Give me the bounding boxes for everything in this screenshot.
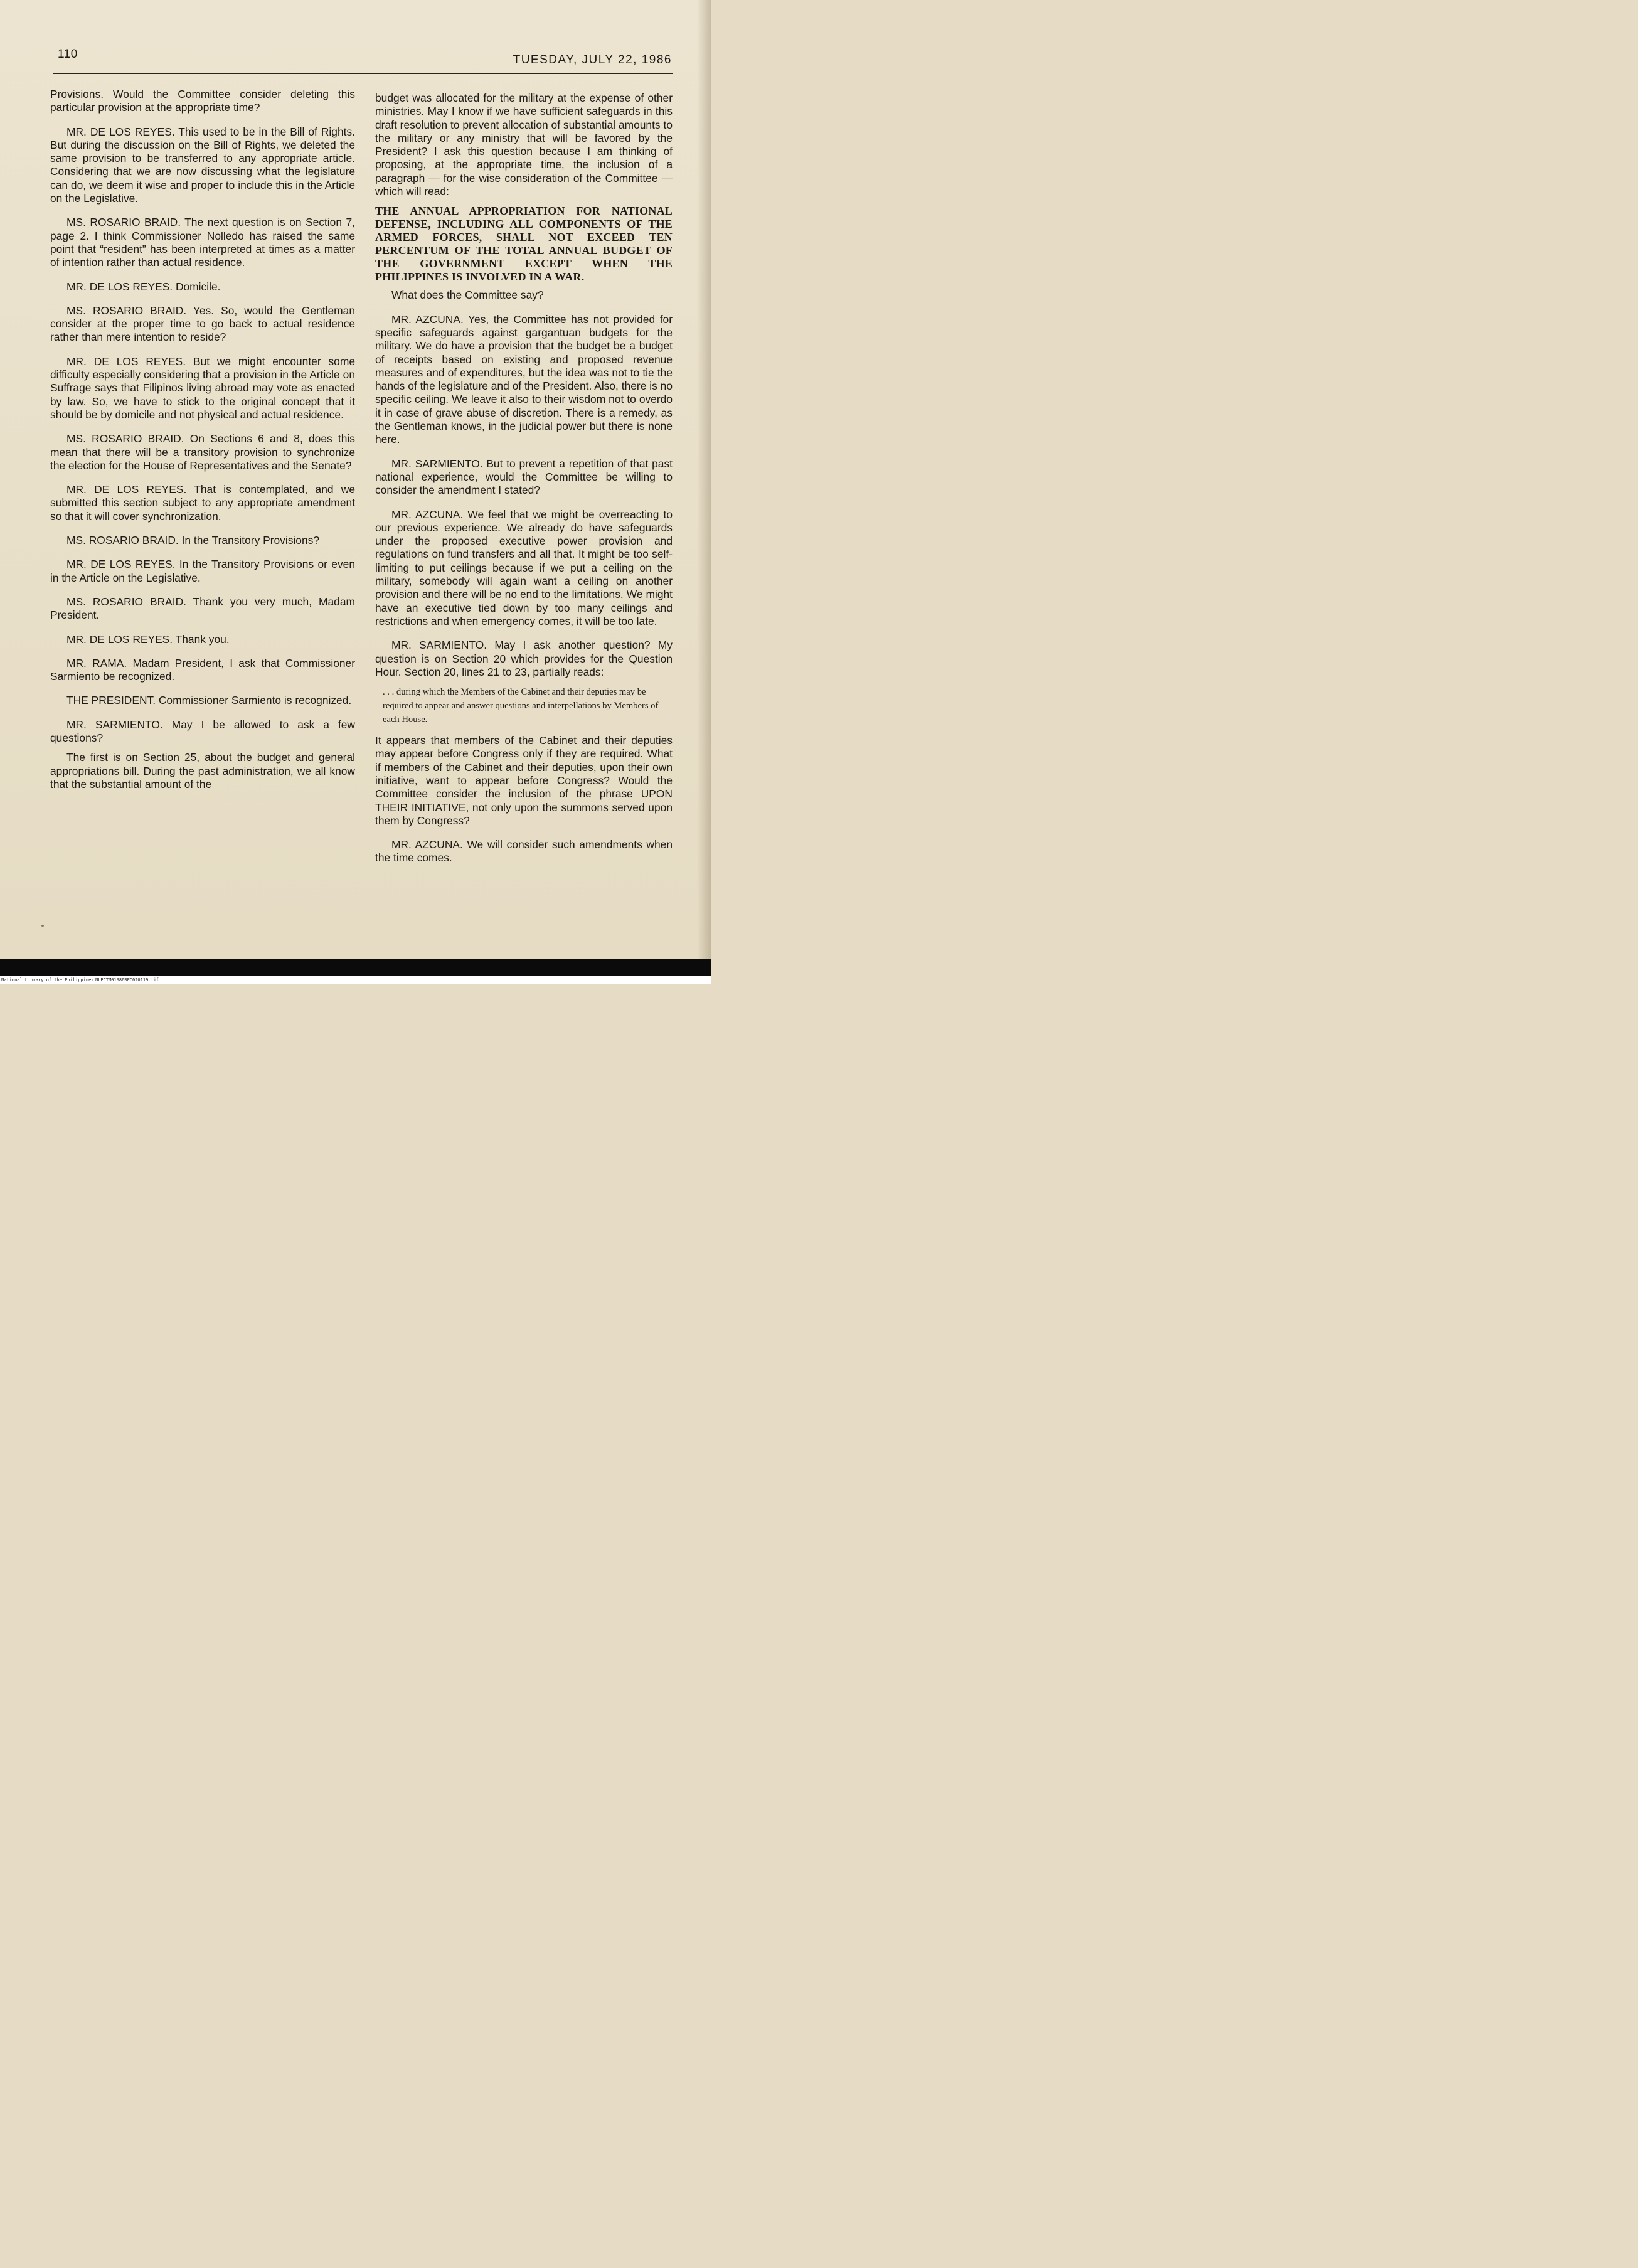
paragraph: MR. AZCUNA. Yes, the Committee has not provided for specific safeguards against gargantuan budgets for the military. We do have a provision that the budget be a budget of receipts based on existing and proposed revenue measures and of expenditures, but the idea was not to tie the hands of the legislature and of the President. Also, there is no specific ceiling. We leave it also to their wisdom not to overdo it in case of grave abuse of discretion. There is a remedy, as the Gentleman knows, in the judicial power but there is none here. <box>375 312 673 446</box>
paragraph: MR. RAMA. Madam President, I ask that Commissioner Sarmiento be recognized. <box>50 656 355 683</box>
paragraph: MS. ROSARIO BRAID. On Sections 6 and 8, does this mean that there will be a transitory provision to synchronize the election for the House of Representatives and the Senate? <box>50 432 355 472</box>
paragraph: MR. SARMIENTO. May I ask another question? My question is on Section 20 which provides for the Question Hour. Section 20, lines 21 to 23, partially reads: <box>375 639 673 678</box>
paragraph: What does the Committee say? <box>391 289 544 302</box>
quoted-provision: . . . during which the Members of the Cabinet and their deputies may be required to appear and answer questions and interpellations by Members of each House. <box>383 687 659 725</box>
right-column <box>375 92 673 876</box>
paragraph: Provisions. Would the Committee consider deleting this particular provision at the appropriate time? <box>50 88 355 114</box>
scan-border <box>0 959 711 976</box>
proposed-provision: THE ANNUAL APPROPRIATION FOR NATIONAL DEFENSE, INCLUDING ALL COMPONENTS OF THE ARMED FORCES, SHALL NOT EXCEED TEN PERCENTUM OF THE TOTAL ANNUAL BUDGET OF THE GOVERNMENT EXCEPT WHEN THE PHILIPPINES IS INVOLVED IN A WAR. <box>375 205 673 284</box>
file-name: NLPCTM01986REC020119.tif <box>95 977 159 982</box>
paragraph: MR. SARMIENTO. May I be allowed to ask a few questions? <box>50 718 355 744</box>
paragraph: MR. DE LOS REYES. Thank you. <box>66 632 230 646</box>
paragraph: MS. ROSARIO BRAID. Thank you very much, Madam President. <box>50 595 355 622</box>
paragraph: MS. ROSARIO BRAID. Yes. So, would the Gentleman consider at the proper time to go back to actual residence rather than mere intention to reside? <box>50 304 355 344</box>
paragraph: It appears that members of the Cabinet and their deputies may appear before Congress only if they are required. What if members of the Cabinet and their deputies, upon their own initiative, want to appear before Congress? Would the Committee consider the inclusion of the phrase UPON THEIR INITIATIVE, not only upon the summons served upon them by Congress? <box>375 734 673 827</box>
paragraph: MS. ROSARIO BRAID. The next question is on Section 7, page 2. I think Commissioner Nolledo has raised the same point that “resident” has been interpreted at times as a matter of intention rather than actual residence. <box>50 216 355 269</box>
left-column <box>50 88 355 802</box>
scan-speck <box>41 925 44 927</box>
paragraph: MR. AZCUNA. We feel that we might be overreacting to our previous experience. We already do have safeguards under the proposed executive power provision and regulations on fund transfers and all that. It might be too self-limiting to put ceilings because if we put a ceiling on the military, somebody will again want a ceiling on another provision and there will be no end to the limitations. We might have an executive tied down by too many ceilings and restrictions and when emergency comes, it will be too late. <box>375 508 673 627</box>
paragraph: MR. DE LOS REYES. But we might encounter some difficulty especially considering that a provision in the Article on Suffrage says that Filipinos living abroad may vote as enacted by law. So, we have to stick to the original concept that it should be by domicile and not physical and actual residence. <box>50 354 355 421</box>
scan-footer <box>0 976 711 984</box>
library-credit: National Library of the Philippines <box>1 977 94 982</box>
session-date: TUESDAY, JULY 22, 1986 <box>513 53 672 67</box>
paragraph: MR. DE LOS REYES. This used to be in the Bill of Rights. But during the discussion on the Bill of Rights, we deleted the same provision to be transferred to any appropriate article. Considering that we are now discussing what the legislature can do, we deem it wise and proper to include this in the Article on the Legislative. <box>50 125 355 205</box>
paragraph: MR. DE LOS REYES. That is contemplated, and we submitted this section subject to any appropriate amendment so that it will cover synchronization. <box>50 483 355 523</box>
paragraph: MS. ROSARIO BRAID. In the Transitory Provisions? <box>66 534 320 547</box>
paragraph: MR. AZCUNA. We will consider such amendments when the time comes. <box>375 838 673 865</box>
header-rule <box>53 73 673 74</box>
paragraph: MR. SARMIENTO. But to prevent a repetition of that past national experience, would the Committee be willing to consider the amendment I stated? <box>375 457 673 497</box>
paragraph: THE PRESIDENT. Commissioner Sarmiento is recognized. <box>66 694 352 707</box>
page-edge-shadow <box>697 0 711 959</box>
paragraph: budget was allocated for the military at the expense of other ministries. May I know if we have sufficient safeguards in this draft resolution to prevent allocation of substantial amounts to the military or any ministry that will be favored by the President? I ask this question because I am thinking of proposing, at the appropriate time, the inclusion of a paragraph — for the wise consideration of the Committee — which will read: <box>375 92 673 198</box>
paragraph: MR. DE LOS REYES. In the Transitory Provisions or even in the Article on the Legislative. <box>50 558 355 584</box>
page-number: 110 <box>58 48 78 61</box>
paragraph: MR. DE LOS REYES. Domicile. <box>66 280 221 293</box>
paragraph: The first is on Section 25, about the budget and general appropriations bill. During the past administration, we all know that the substantial amount of the <box>50 751 355 791</box>
